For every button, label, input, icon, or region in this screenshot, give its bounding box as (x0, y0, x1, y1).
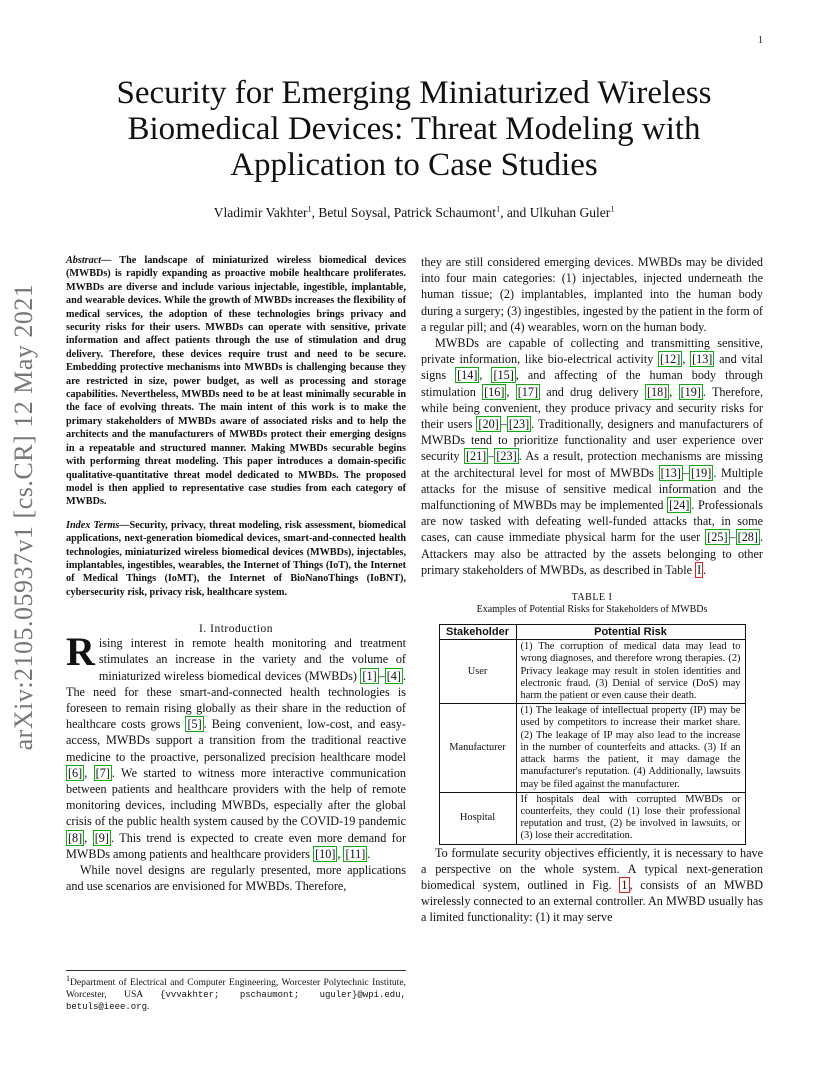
body-text: , consists of an MWBD wirelessly connected to an external controller. An MWBD usually has a limited functionality: (1) it may serve (421, 877, 763, 925)
intro-text: . The need for these smart-and-connected health technologies is foreseen to remain rising globally as their share in the reduction of healthcare costs grows (66, 668, 406, 732)
body-text: – (682, 465, 689, 480)
index-terms (66, 519, 406, 599)
body-text: , and affecting of the human body through stimulation (421, 368, 764, 399)
drop-cap: R (66, 629, 95, 675)
body-text: . Therefore, while being convenient, they produce privacy and security risks for their users (421, 384, 764, 432)
body-text: . Attackers may also be attracted by the assets belonging to other primary stakeholders of MWBDs, as described in Table (421, 530, 763, 577)
citation-link[interactable]: [20] (478, 417, 499, 432)
citation-link[interactable]: [6] (68, 765, 83, 780)
abstract (66, 254, 406, 509)
citation-link[interactable]: [16] (484, 384, 505, 399)
citation-link[interactable]: [23] (508, 417, 530, 432)
body-text: . Professionals are now tasked with defeating well-funded attacks that, in some cases, can cause immediate physical harm for the user (421, 498, 763, 545)
right-column (421, 254, 763, 926)
citation-link[interactable]: [14] (457, 368, 478, 383)
citation-link[interactable]: [24] (669, 498, 690, 513)
citation-link[interactable]: [23] (496, 449, 517, 464)
index-terms-text: —Security, privacy, threat modeling, risk assessment, biomedical applications, next-generation biomedical devices, smart-and-connected health technologies, miniaturized wireless biomedical devices (MWBDs), injectables, implantables, ingestibles, wearables, the Internet of Things (IoT), the Internet of Medical Things (IoMT), the Internet of BioNanoThings (IoBNT), cybersecurity risk, privacy risk, healthcare system. (66, 519, 406, 598)
intro-paragraph-2: While novel designs are regularly presented, more applications and use scenarios are envisioned for MWBDs. Therefore, (66, 863, 406, 894)
intro-text: , (84, 765, 94, 780)
citation-link[interactable]: [5] (187, 717, 202, 732)
stakeholder-cell: Hospital (439, 792, 516, 844)
author-name: Betul Soysal (318, 205, 387, 220)
column-header-stakeholder: Stakeholder (439, 625, 516, 640)
table-row (439, 792, 745, 844)
body-text: , (682, 352, 691, 367)
citation-link[interactable]: [19] (691, 465, 712, 480)
intro-text: , (84, 830, 93, 845)
citation-link[interactable]: [25] (707, 530, 728, 545)
citation-link[interactable]: [8] (68, 830, 83, 845)
risk-table (439, 624, 746, 844)
citation-link[interactable]: [21] (465, 449, 487, 464)
table-row (439, 640, 745, 704)
intro-text: . (367, 846, 371, 861)
citation-link[interactable]: [13] (660, 465, 681, 480)
author-affiliation-mark: 1 (610, 204, 615, 214)
body-text: and drug delivery (540, 384, 645, 399)
table-header-row (439, 625, 745, 640)
citation-link[interactable]: [17] (517, 384, 539, 399)
risk-cell: If hospitals deal with corrupted MWBDs or counterfeits, they could (1) lose their professional reputation and trust, (2) be involved in lawsuits, or (3) lose their accreditation. (516, 792, 745, 844)
citation-link[interactable]: [10] (315, 846, 336, 861)
author-separator: , (386, 205, 394, 220)
citation-link[interactable]: [12] (660, 352, 681, 367)
table-row (439, 704, 745, 792)
intro-text: . Being convenient, low-cost, and easy-access, MWBDs support a transition from the traditional reactive medicine to the proactive, personalized precision healthcare model (66, 717, 406, 764)
table-caption (421, 592, 763, 616)
author-separator: , (311, 205, 319, 220)
body-text: and vital signs (421, 352, 764, 383)
body-text: , (479, 368, 492, 383)
body-text: . Multiple attacks for the misuse of sensitive medical information and the malfunctioning of MWBDs may be implemented (421, 465, 763, 513)
stakeholder-cell: Manufacturer (439, 704, 516, 792)
section-heading: I. Introduction (199, 623, 273, 636)
left-column (66, 254, 406, 894)
paper-title: Security for Emerging Miniaturized Wireless Biomedical Devices: Threat Modeling with Application to Case Studies (116, 75, 712, 183)
table-title: Examples of Potential Risks for Stakeholders of MWBDs (476, 604, 708, 616)
body-text: , (506, 384, 516, 399)
body-text: – (729, 530, 736, 545)
body-text: , (669, 384, 679, 399)
abstract-text: — The landscape of miniaturized wireless biomedical devices (MWBDs) is rapidly expanding as proactive mobile healthcare proliferates. MWBDs are diverse and include various injectable, ingestible, implantable, and wearable devices. While the growth of MWBDs increases the flexibility of medical services, the adoption of these technologies brings privacy and security risks for their users. MWBDs can operate with sensitive, private information and affect patients through the use of stimulation and drug delivery. Therefore, these devices require trust and need to be secure. Embedding protective mechanisms into MWBDs is challenging because they are restricted in size, power budget, as well as processing and storage capabilities. Nevertheless, MWBDs need to be at least minimally securable in the face of evolving threats. The main intent of this work is to make the primary stakeholders of MWBDs aware of associated risks and to help the architects and the manufacturers of MWBDs protect their emerging designs in a repeatable and structured manner. Making MWBDs securable begins with performing threat modeling. This paper introduces a domain-specific qualitative-quantitative threat model dedicated to MWBDs. The proposed model is then applied to representative case studies from each category of MWBDs. (66, 255, 406, 508)
body-text: . Traditionally, designers and manufacturers of MWBDs tend to prioritize functionality and user experience over security (421, 417, 763, 464)
body-text: . As a result, protection mechanisms are missing at the architectural level for most of MWBDs (421, 449, 763, 480)
intro-text: . This trend is expected to create even more demand for MWBDs among patients and healthcare providers (66, 830, 406, 861)
index-terms-label: Index Terms (66, 519, 120, 531)
author-affiliation-mark: 1 (496, 204, 501, 214)
arxiv-identifier: arXiv:2105.05937v1 [cs.CR] 12 May 2021 (9, 283, 38, 751)
page-number: 1 (758, 35, 763, 46)
citation-link[interactable]: [15] (493, 368, 514, 383)
citation-link[interactable]: [1] (362, 668, 377, 683)
author-name: Patrick Schaumont (393, 205, 497, 220)
body-text: – (488, 449, 495, 464)
citation-link[interactable]: [9] (94, 830, 109, 845)
citation-link[interactable]: [13] (692, 352, 713, 367)
citation-link[interactable]: [7] (95, 765, 110, 780)
abstract-label: Abstract (66, 255, 102, 266)
intro-text: . We started to witness more interactive communication between patients and healthcare providers with the help of remote monitoring devices, including MWBDs, especially after the global crisis of the public health system caused by the COVID-19 pandemic (66, 765, 407, 829)
author-separator: , and (500, 205, 530, 220)
risk-cell: (1) The leakage of intellectual property (IP) may be used by competitors to increase their market share. (2) The leakage of IP may also lead to the increase in the number of counterfeits and attacks. (3) If an attack harms the patient, it may damage the manufacturer's reputation. (4) Additionally, lawsuits may be filed against the manufacturer. (516, 704, 745, 792)
column-header-risk: Potential Risk (516, 625, 745, 640)
footnote-mark: 1 (66, 973, 70, 983)
body-text: MWBDs are capable of collecting and transmitting sensitive, private information, like bio-electrical activity (421, 336, 763, 367)
author-affiliation-mark: 1 (307, 204, 312, 214)
right-paragraph-1: they are still considered emerging devices. MWBDs may be divided into four main categories: (1) injectables, injected underneath the human tissue; (2) implantables, implanted into the human body during a surgery; (3) ingestibles, ingested by the patient in the form of a regular pill; and (4) wearables, worn on the human body. (421, 255, 763, 334)
author-name: Vladimir Vakhter (213, 205, 308, 220)
stakeholder-cell: User (439, 640, 516, 704)
body-text: – (500, 417, 507, 432)
risk-cell: (1) The corruption of medical data may lead to wrong diagnoses, and therefore wrong therapies. (2) Privacy leakage may result in stolen identities and electronic fraud. (3) Denial of service (DoS) may harm the patient or even cause their death. (516, 640, 745, 704)
footnote-emails: {vvvakhter; pschaumont; uguler}@wpi.edu, betuls@ieee.org (66, 990, 406, 1012)
body-text: To formulate security objectives efficiently, it is necessary to have a perspective on the whole system. A typical next-generation biomedical system, outlined in Fig. (421, 845, 763, 892)
intro-text: ising interest in remote health monitoring and treatment stimulates an increase in the variety and the volume of miniaturized wireless biomedical devices (MWBDs) (98, 636, 406, 683)
footnote-end: . (147, 1001, 150, 1012)
right-paragraph-3 (421, 845, 763, 926)
citation-link[interactable]: [11] (345, 846, 366, 861)
footnote (66, 970, 406, 1013)
citation-link[interactable]: [28] (737, 530, 758, 545)
table-link[interactable]: I (697, 562, 702, 577)
citation-link[interactable]: [4] (386, 668, 401, 683)
right-paragraph-2 (421, 335, 763, 578)
author-name: Ulkuhan Guler (529, 205, 611, 220)
intro-text: – (378, 668, 385, 683)
citation-link[interactable]: [18] (646, 384, 668, 399)
body-text: . (703, 562, 707, 577)
footnote-text: Department of Electrical and Computer Engineering, Worcester Polytechnic Institute, Worcester, USA (66, 977, 406, 1000)
table-label: TABLE I (571, 592, 613, 604)
intro-text: , (337, 846, 344, 861)
figure-link[interactable]: 1 (621, 877, 628, 892)
author-list (60, 205, 768, 221)
citation-link[interactable]: [19] (680, 384, 701, 399)
arxiv-sidebar (0, 0, 48, 1072)
